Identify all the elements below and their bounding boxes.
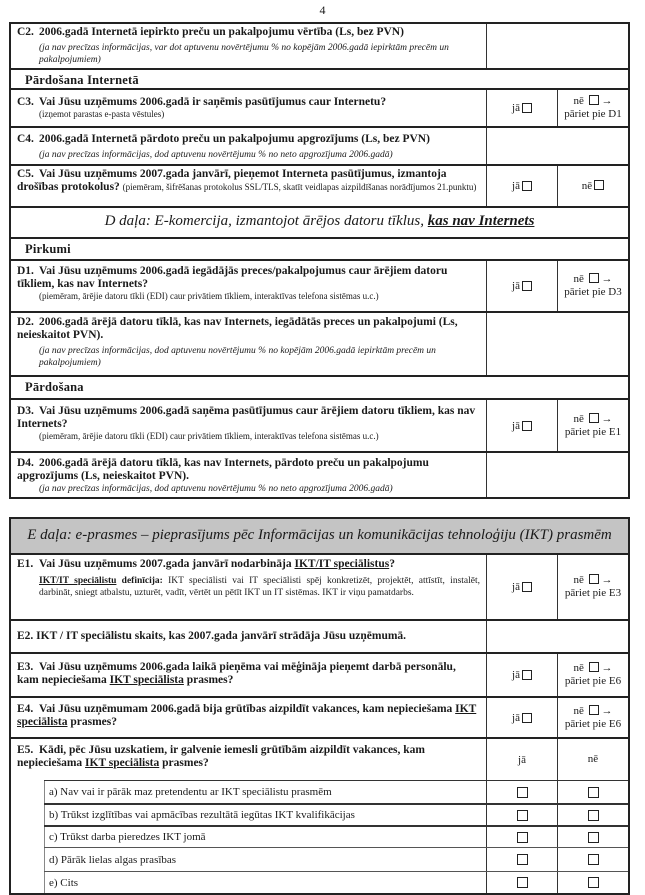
- question-note: (piemēram, ārējie datoru tīkli (EDI) caur privātiem tīkliem, interaktīvas telefona sistēmas u.c.): [39, 291, 379, 301]
- question-title: Vai Jūsu uzņēmums 2006.gadā iegādājās preces/pakalpojumus caur ārējiem datoru tīkliem, kas nav Internets?: [17, 265, 448, 290]
- question-c4: [11, 128, 628, 166]
- page-number: 4: [319, 3, 326, 17]
- question-d4: [11, 453, 628, 497]
- question-number: C5.: [17, 168, 34, 180]
- skip-instruction: pāriet pie D1: [564, 108, 622, 120]
- c5-yes-option[interactable]: jā: [486, 166, 557, 206]
- question-number: C2.: [17, 26, 34, 38]
- question-e2: [11, 621, 628, 654]
- arrow-right-icon: →: [601, 662, 613, 674]
- question-note: (piemēram, ārējie datoru tīkli (EDI) caur privātiem tīkliem, interaktīvas telefona sistēmas u.c.): [39, 431, 379, 441]
- question-number: D3.: [17, 405, 34, 417]
- d2-answer-field[interactable]: [486, 313, 628, 375]
- checkbox-icon[interactable]: [594, 180, 604, 190]
- arrow-right-icon: →: [601, 704, 613, 717]
- d3-no-option[interactable]: nē → pāriet pie E1: [557, 400, 628, 451]
- question-number: E4.: [17, 703, 34, 715]
- checkbox-icon[interactable]: [589, 705, 599, 715]
- question-title: Vai Jūsu uzņēmums 2007.gada janvārī nodarbināja IKT/IT speciālistus?: [39, 558, 395, 570]
- question-e1: [11, 555, 628, 621]
- question-title: Vai Jūsu uzņēmums 2006.gada laikā pieņēma vai mēģināja pieņemt darbā personālu, kam nepieciešama IKT speciālista prasmes?: [17, 661, 456, 686]
- question-number: C4.: [17, 133, 34, 145]
- question-note: (piemēram, šifrēšanas protokolus SSL/TLS, skatīt veidlapas aizpildīšanas norādījumos 21.punktu): [122, 182, 477, 192]
- c5-no-option[interactable]: nē: [557, 166, 628, 206]
- skip-instruction: pāriet pie D3: [564, 286, 622, 298]
- arrow-right-icon: →: [601, 95, 613, 107]
- e5-option-row: e) Cits: [44, 871, 628, 893]
- question-note: (ja nav precīzas informācijas, var dot aptuvenu novērtējumu % no kopējām 2006.gadā iepirktām precēm un pakalpojumiem): [39, 43, 449, 65]
- e1-yes-option[interactable]: jā: [486, 555, 557, 619]
- c3-no-option[interactable]: nē → pāriet pie D1: [557, 90, 628, 126]
- checkbox-icon[interactable]: [589, 413, 599, 423]
- checkbox-icon[interactable]: [517, 854, 528, 865]
- subheading-purchases: Pirkumi: [11, 239, 628, 261]
- question-title: Kādi, pēc Jūsu uzskatiem, ir galvenie iemesli grūtībām aizpildīt vakances, kam nepieciešama IKT speciālista prasmes?: [17, 744, 426, 769]
- e5-option-row: c) Trūkst darba pieredzes IKT jomā: [44, 825, 628, 847]
- e5-yes-column-header: jā: [486, 739, 557, 780]
- question-title: 2006.gadā Internetā pārdoto preču un pakalpojumu apgrozījums (Ls, bez PVN): [39, 133, 430, 145]
- checkbox-icon[interactable]: [588, 787, 599, 798]
- skip-instruction: pāriet pie E6: [564, 675, 622, 687]
- section-d-heading: D daļa: E-komercija, izmantojot ārējos datoru tīklus, kas nav Internets: [11, 208, 628, 239]
- checkbox-icon[interactable]: [589, 273, 599, 283]
- section-e-heading: E daļa: e-prasmes – pieprasījums pēc Informācijas un komunikācijas tehnoloģiju (IKT) prasmēm: [11, 519, 628, 555]
- question-title: Vai Jūsu uzņēmums 2006.gadā ir saņēmis pasūtījumus caur Internetu?: [39, 96, 387, 108]
- question-c2: [11, 24, 628, 70]
- e5-option-row: a) Nav vai ir pārāk maz pretendentu ar IKT speciālistu prasmēm: [44, 780, 628, 803]
- question-number: D1.: [17, 265, 34, 277]
- skip-instruction: pāriet pie E1: [564, 425, 622, 438]
- question-title: 2006.gadā Internetā iepirkto preču un pakalpojumu vērtība (Ls, bez PVN): [39, 26, 404, 38]
- e1-no-option[interactable]: nē → pāriet pie E3: [557, 555, 628, 619]
- question-note: (ja nav precīzas informācijas, dod aptuvenu novērtējumu % no neto apgrozījuma 2006.gadā): [39, 150, 393, 160]
- subheading-internet-sales: Pārdošana Internetā: [11, 70, 628, 90]
- arrow-right-icon: →: [601, 574, 613, 586]
- question-number: E1.: [17, 558, 34, 570]
- checkbox-icon[interactable]: [588, 854, 599, 865]
- e5-option-row: b) Trūkst izglītības vai apmācības rezultātā iegūtas IKT kvalifikācijas: [44, 803, 628, 825]
- section-cd-table: [9, 22, 630, 499]
- checkbox-icon[interactable]: [522, 103, 532, 113]
- arrow-right-icon: →: [601, 412, 613, 425]
- question-note: (ja nav precīzas informācijas, dod aptuvenu novērtējumu % no kopējām 2006.gadā iepirktām precēm un pakalpojumiem): [39, 346, 436, 368]
- checkbox-icon[interactable]: [588, 810, 599, 821]
- checkbox-icon[interactable]: [588, 877, 599, 888]
- checkbox-icon[interactable]: [517, 810, 528, 821]
- c3-yes-option[interactable]: jā: [486, 90, 557, 126]
- e4-yes-option[interactable]: jā: [486, 698, 557, 737]
- e5-option-row: d) Pārāk lielas algas prasības: [44, 847, 628, 871]
- question-title: E2. IKT / IT speciālistu skaits, kas 2007.gada janvārī strādāja Jūsu uzņēmumā.: [17, 630, 407, 642]
- question-title: 2006.gadā ārējā datoru tīklā, kas nav Internets, iegādātās preces un pakalpojumi (Ls, neieskaitot PVN).: [17, 316, 458, 341]
- e3-yes-option[interactable]: jā: [486, 654, 557, 696]
- c2-answer-field[interactable]: [486, 24, 628, 68]
- checkbox-icon[interactable]: [517, 832, 528, 843]
- question-number: E5.: [17, 744, 34, 756]
- e5-no-column-header: nē: [557, 739, 628, 780]
- section-e-table: [9, 517, 630, 895]
- question-note: (izņemot parastas e-pasta vēstules): [39, 109, 165, 119]
- question-d1: [11, 261, 628, 313]
- definition-text: IKT/IT speciālistu definīcija: IKT speciālisti vai IT speciālisti spēj konkretizēt, projektēt, attīstīt, instalēt, darbināt, sniegt atbalstu, uzturēt, vadīt, vērtēt un pētīt IKT un IT sistēmas. IKT ir viņu pamatdarbs.: [39, 576, 480, 598]
- d1-yes-option[interactable]: jā: [486, 261, 557, 311]
- question-d2: [11, 313, 628, 377]
- question-e3: [11, 654, 628, 698]
- checkbox-icon[interactable]: [522, 670, 532, 680]
- arrow-right-icon: →: [601, 273, 613, 285]
- checkbox-icon[interactable]: [588, 832, 599, 843]
- c4-answer-field[interactable]: [486, 128, 628, 164]
- e2-answer-field[interactable]: [486, 621, 628, 652]
- checkbox-icon[interactable]: [517, 877, 528, 888]
- question-title: Vai Jūsu uzņēmumam 2006.gadā bija grūtības aizpildīt vakances, kam nepieciešama IKT speciālista prasmes?: [17, 703, 477, 728]
- d4-answer-field[interactable]: [486, 453, 628, 497]
- skip-instruction: pāriet pie E3: [564, 587, 622, 599]
- checkbox-icon[interactable]: [522, 181, 532, 191]
- d3-yes-option[interactable]: jā: [486, 400, 557, 451]
- checkbox-icon[interactable]: [517, 787, 528, 798]
- question-d3: [11, 400, 628, 453]
- checkbox-icon[interactable]: [522, 713, 532, 723]
- question-c3: [11, 90, 628, 128]
- skip-instruction: pāriet pie E6: [564, 717, 622, 730]
- question-number: E3.: [17, 661, 34, 673]
- checkbox-icon[interactable]: [522, 281, 532, 291]
- question-title: 2006.gadā ārējā datoru tīklā, kas nav Internets, pārdoto preču un pakalpojumu apgrozījums (Ls, neieskaitot PVN).: [17, 457, 429, 482]
- question-number: C3.: [17, 96, 34, 108]
- question-number: D2.: [17, 316, 34, 328]
- e4-no-option[interactable]: nē → pāriet pie E6: [557, 698, 628, 737]
- question-e4: [11, 698, 628, 739]
- checkbox-icon[interactable]: [589, 662, 599, 672]
- question-title: Vai Jūsu uzņēmums 2007.gada janvārī, pieņemot Interneta pasūtījumus, izmantoja drošības protokolus?: [17, 168, 447, 193]
- question-c5: [11, 166, 628, 208]
- e3-no-option[interactable]: nē → pāriet pie E6: [557, 654, 628, 696]
- question-title: Vai Jūsu uzņēmums 2006.gadā saņēma pasūtījumus caur ārējiem datoru tīkliem, kas nav Internets?: [17, 405, 476, 430]
- subheading-sales: Pārdošana: [11, 377, 628, 400]
- d1-no-option[interactable]: nē → pāriet pie D3: [557, 261, 628, 311]
- question-note: (ja nav precīzas informācijas, dod aptuvenu novērtējumu % no neto apgrozījuma 2006.gadā): [39, 484, 393, 494]
- checkbox-icon[interactable]: [522, 582, 532, 592]
- checkbox-icon[interactable]: [589, 95, 599, 105]
- question-e5: [11, 739, 628, 893]
- checkbox-icon[interactable]: [589, 574, 599, 584]
- question-number: D4.: [17, 457, 34, 469]
- checkbox-icon[interactable]: [522, 421, 532, 431]
